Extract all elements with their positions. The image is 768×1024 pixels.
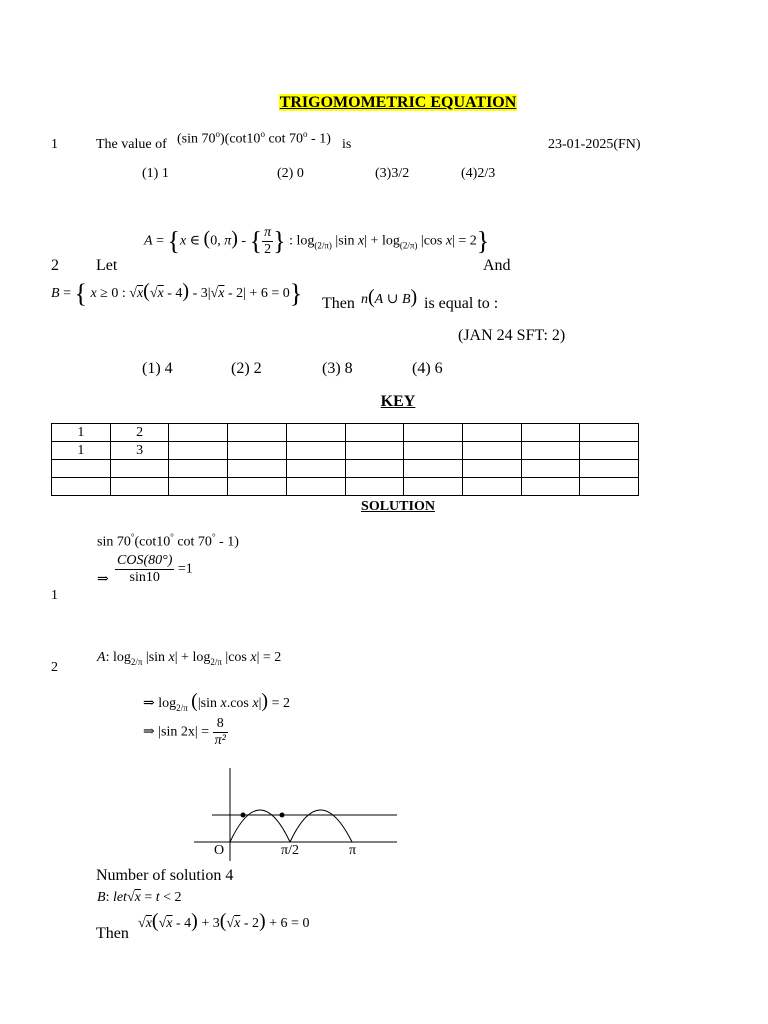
solution-b-equation: √x(√x - 4) + 3(√x - 2) + 6 = 0 xyxy=(138,910,310,932)
table-cell xyxy=(345,460,404,478)
table-cell xyxy=(228,460,287,478)
question-1-option-3: (3)3/2 xyxy=(375,166,410,181)
question-2-option-1: (1) 4 xyxy=(142,360,173,377)
question-2-option-3: (3) 8 xyxy=(322,360,353,377)
table-cell: 2 xyxy=(110,424,169,442)
question-2-option-4: (4) 6 xyxy=(412,360,443,377)
solution-b-line: B: let√x = t < 2 xyxy=(97,890,182,905)
table-cell xyxy=(228,478,287,496)
table-cell xyxy=(345,442,404,460)
table-cell xyxy=(228,442,287,460)
graph-end-label: π xyxy=(349,843,357,858)
solution-2-line-2: ⇒ $\log_{2/\pi} (|\sin$ x.cos x|) = 2 xyxy=(143,690,290,713)
question-2-and: And xyxy=(483,257,511,274)
question-1-suffix: is xyxy=(342,137,352,152)
solution-2-line-1: A: $\log_{2/\pi} |\sin$ $x| + \log_{2/\pi} |\cos$ x| = 2 xyxy=(97,650,282,667)
table-cell xyxy=(169,442,228,460)
table-cell xyxy=(580,460,639,478)
question-2-source: (JAN 24 SFT: 2) xyxy=(458,327,566,344)
table-cell xyxy=(286,478,345,496)
solution-2-line-3 xyxy=(143,716,228,749)
question-2-set-b: B = { x ≥ 0 : √x(√x - 4) - 3|√x - 2| + 6 = 0} xyxy=(51,279,303,308)
table-cell xyxy=(169,460,228,478)
solution-2-number: 2 xyxy=(51,660,58,675)
table-cell xyxy=(580,424,639,442)
question-1-expression: (sin 70$^o$)(cot10$^o$ cot 70$^o$ - 1) xyxy=(177,129,331,147)
table-cell xyxy=(345,424,404,442)
table-cell xyxy=(521,424,580,442)
table-cell xyxy=(52,478,111,496)
question-2-option-2: (2) 2 xyxy=(231,360,262,377)
table-cell xyxy=(169,424,228,442)
table-cell xyxy=(521,460,580,478)
question-2-number: 2 xyxy=(51,257,59,274)
solution-1-line-1: sin 70°(cot10° cot 70° - 1) xyxy=(97,532,239,550)
question-2-set-a: A = {x ∈ (0, π) - { $\frac{\pi}{2}$ } : $\log_{(2/\pi)} |\sin$ $x| + \log_{(2/\pi)} |\cos$ x| = 2} xyxy=(144,225,490,257)
question-2-tail: is equal to : xyxy=(424,295,499,312)
question-1-prefix: The value of xyxy=(96,137,167,152)
table-cell xyxy=(404,460,463,478)
table-cell xyxy=(286,442,345,460)
table-row xyxy=(52,424,639,442)
table-cell xyxy=(286,460,345,478)
table-cell: 1 xyxy=(52,424,111,442)
table-cell: 1 xyxy=(52,442,111,460)
graph-origin-label: O xyxy=(214,843,225,858)
question-1-number: 1 xyxy=(51,137,58,152)
table-cell xyxy=(404,424,463,442)
graph-mid-label: π/2 xyxy=(281,843,299,858)
solution-1-fraction xyxy=(115,553,193,586)
table-row xyxy=(52,460,639,478)
table-row xyxy=(52,478,639,496)
solution-2-denominator: π² xyxy=(214,733,226,748)
table-cell: 3 xyxy=(110,442,169,460)
table-cell xyxy=(462,424,521,442)
solution-1-result: =1 xyxy=(177,561,193,577)
solution-count: Number of solution 4 xyxy=(96,867,234,884)
table-cell xyxy=(169,478,228,496)
question-1-option-2: (2) 0 xyxy=(277,166,304,181)
question-2-let: Let xyxy=(96,257,118,274)
table-cell xyxy=(404,442,463,460)
table-cell xyxy=(462,478,521,496)
table-cell xyxy=(462,460,521,478)
table-cell xyxy=(404,478,463,496)
question-1-option-4: (4)2/3 xyxy=(461,166,496,181)
table-cell xyxy=(52,460,111,478)
question-2-then: Then xyxy=(322,295,355,312)
question-2-expression: n(A ∪ B) xyxy=(361,286,418,308)
question-1-option-1: (1) 1 xyxy=(142,166,169,181)
page-title: TRIGOMOMETRIC EQUATION xyxy=(279,94,517,111)
table-cell xyxy=(521,478,580,496)
solution-title: SOLUTION xyxy=(361,499,435,514)
table-cell xyxy=(580,442,639,460)
key-title: KEY xyxy=(380,393,416,410)
table-cell xyxy=(110,478,169,496)
solution-1-numerator: COS(80°) xyxy=(117,553,173,568)
table-cell xyxy=(228,424,287,442)
solution-2-numerator: 8 xyxy=(213,716,228,733)
table-cell xyxy=(462,442,521,460)
solution-then: Then xyxy=(96,925,129,942)
table-row xyxy=(52,442,639,460)
table-cell xyxy=(345,478,404,496)
table-cell xyxy=(580,478,639,496)
solution-2-line-3-left: ⇒ |sin 2x| = xyxy=(143,724,210,740)
question-1-source: 23-01-2025(FN) xyxy=(548,137,641,152)
table-cell xyxy=(286,424,345,442)
table-cell xyxy=(110,460,169,478)
table-cell xyxy=(521,442,580,460)
solution-1-denominator: sin10 xyxy=(129,570,160,585)
solution-1-number: 1 xyxy=(51,588,58,603)
answer-key-table xyxy=(51,423,639,496)
intersection-point xyxy=(241,813,246,818)
solution-1-arrow: ⇒ xyxy=(97,572,109,587)
intersection-point xyxy=(280,813,285,818)
